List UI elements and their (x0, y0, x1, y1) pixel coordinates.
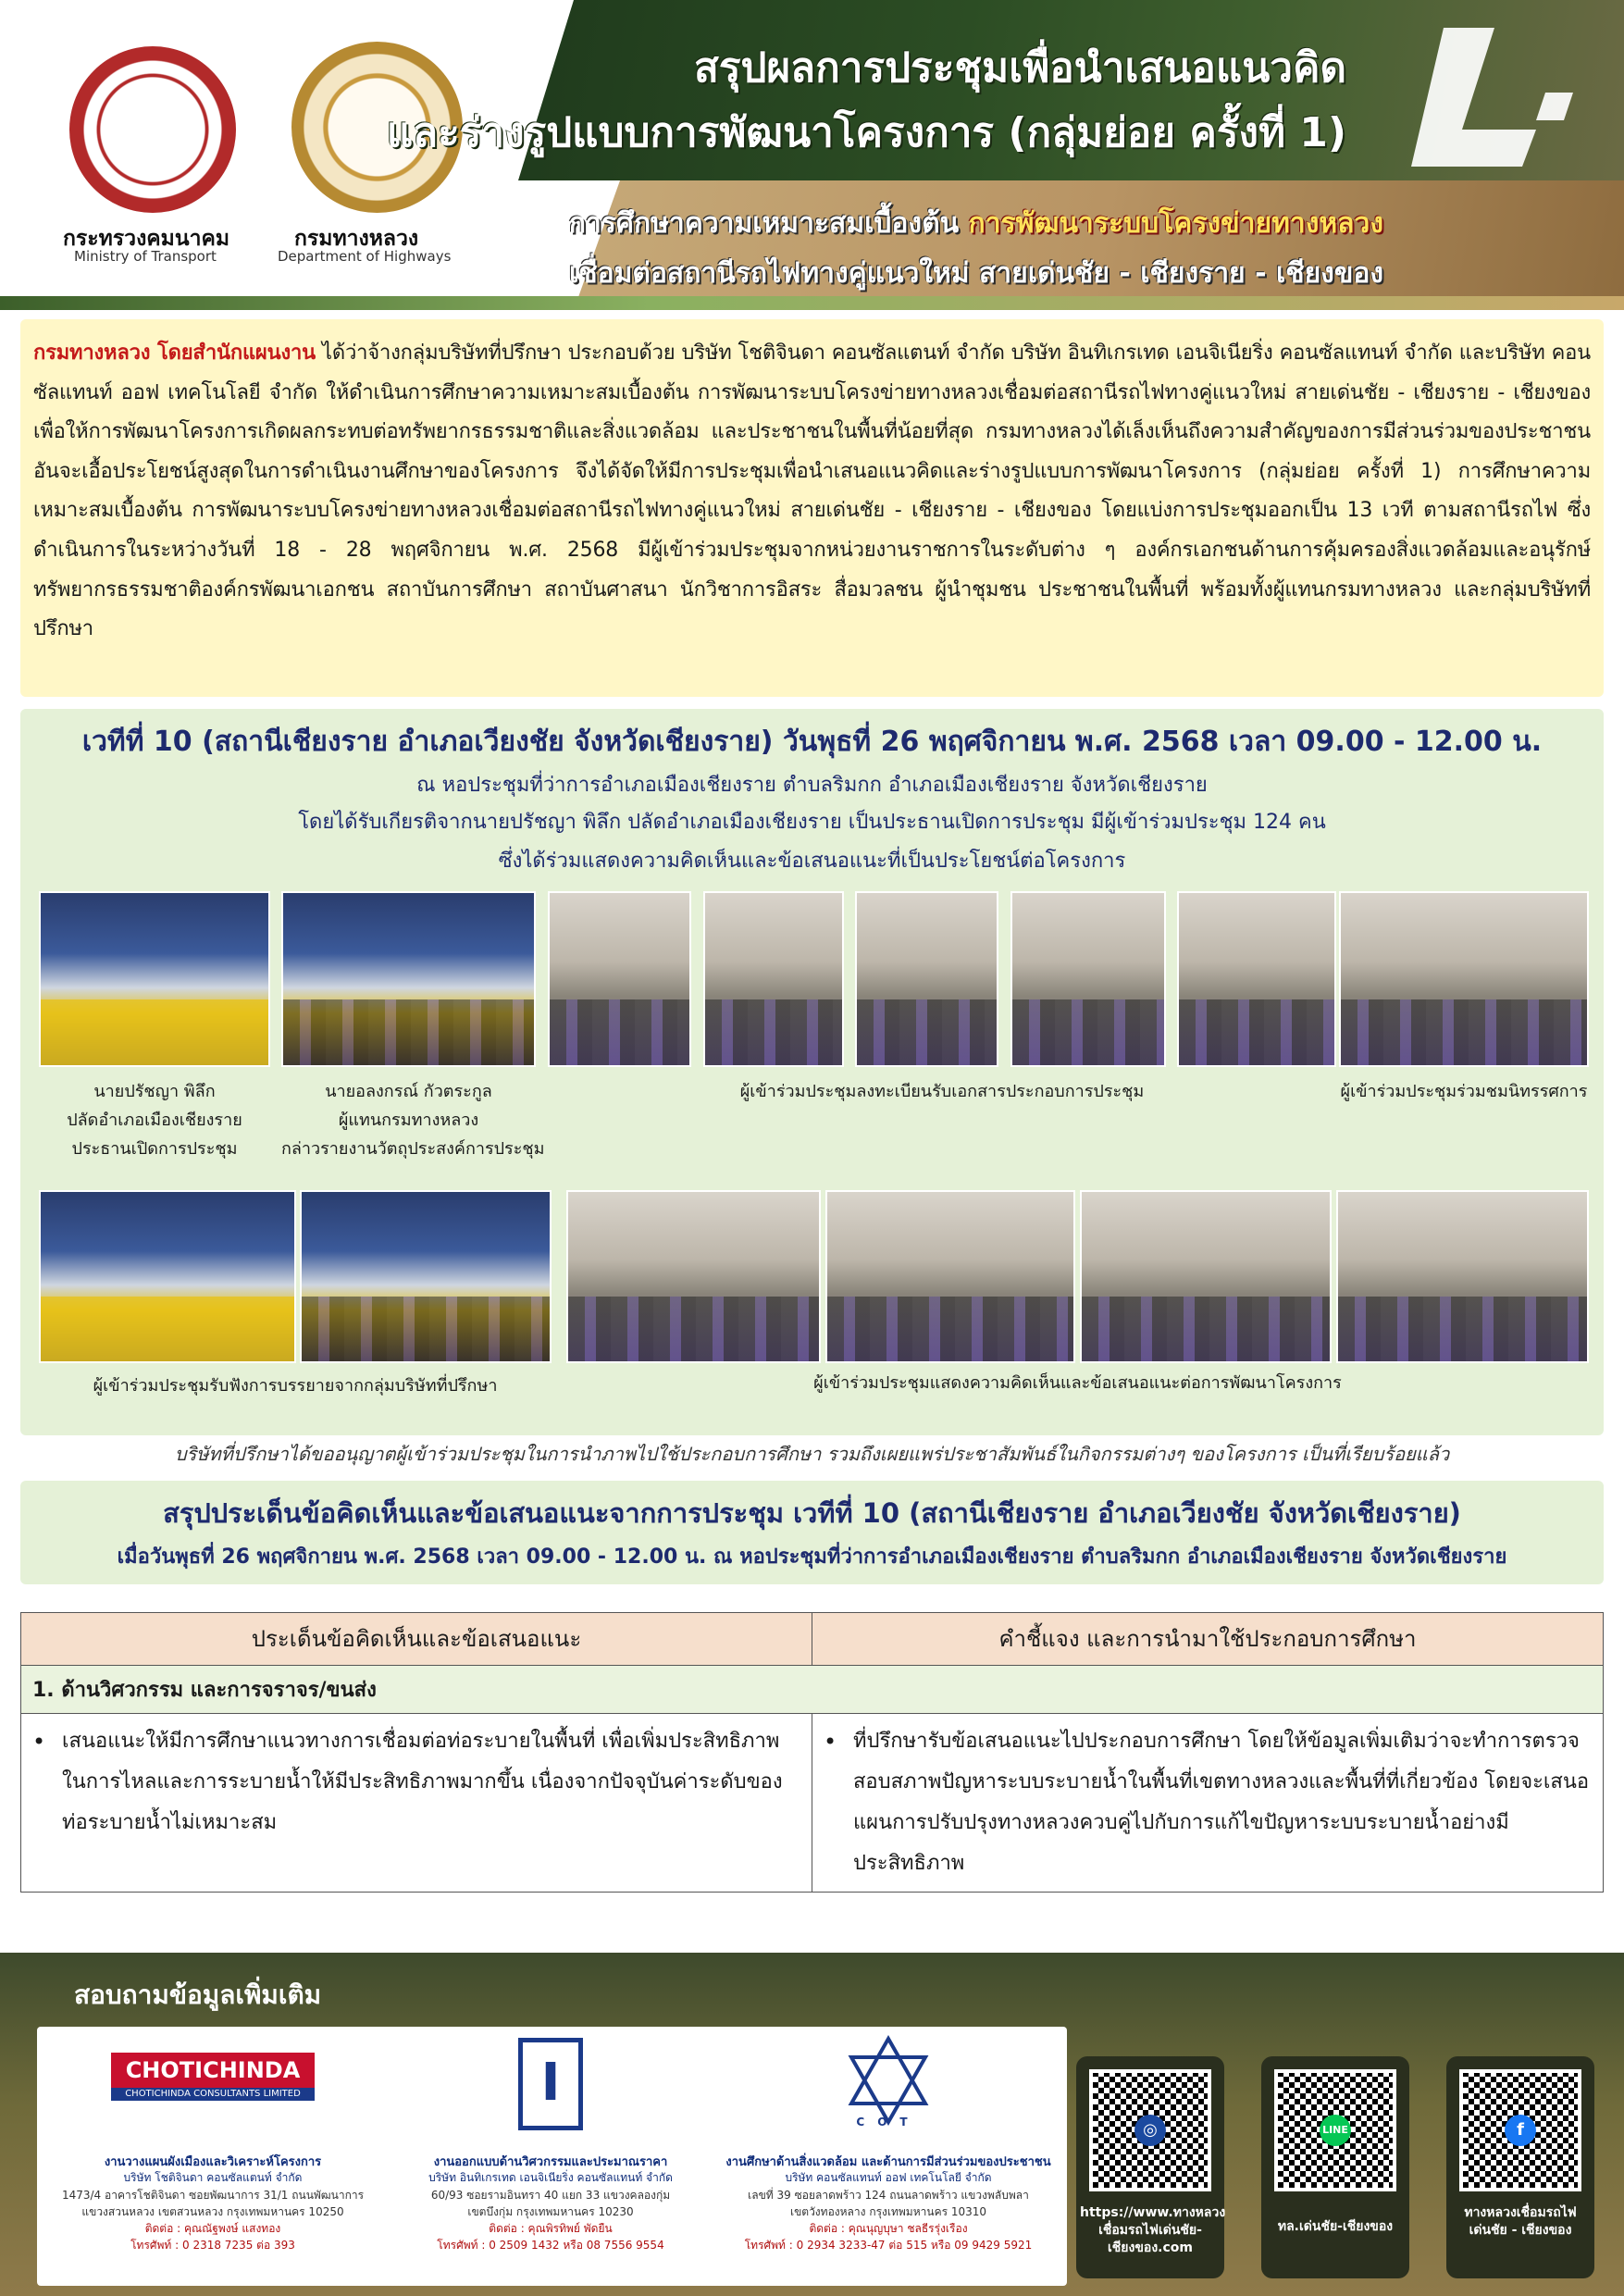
chotichinda-logo-sub: CHOTICHINDA CONSULTANTS LIMITED (111, 2088, 315, 2101)
table-section-engineering: 1. ด้านวิศวกรรม และการจราจร/ขนส่ง (21, 1666, 1604, 1714)
qr-caption-line: ทล.เด่นชัย-เชียงของ (1277, 2219, 1394, 2234)
intro-lead: กรมทางหลวง โดยสำนักแผนงาน (33, 341, 316, 365)
photo-register-2 (703, 891, 844, 1067)
caption-chair-position: ปลัดอำเภอเมืองเชียงราย (67, 1111, 242, 1130)
caption-doh-position: ผู้แทนกรมทางหลวง (338, 1111, 479, 1130)
integrated-logo: I (518, 2038, 583, 2130)
caption-chair-name: นายปรัชญา พิลึก (93, 1082, 216, 1101)
table-cell-comment (21, 1714, 812, 1893)
bullet-icon: • (824, 1729, 837, 1755)
company-cot (722, 2027, 1055, 2286)
photo-register-3 (855, 891, 998, 1067)
venue-section (20, 709, 1604, 1435)
table-header-comment: ประเด็นข้อคิดเห็นและข้อเสนอแนะ (21, 1613, 812, 1666)
summary-heading-box (20, 1481, 1604, 1584)
company-chotichinda (46, 2027, 379, 2286)
cot-logo-text: COT (856, 2116, 921, 2128)
intro-paragraph (33, 334, 1591, 650)
venue-chair: โดยได้รับเกียรติจากนายปรัชญา พิลึก ปลัดอำเภอเมืองเชียงราย เป็นประธานเปิดการประชุม มีผู้เข้าร่วมประชุม 124 คน (298, 811, 1326, 834)
company-name: บริษัท โชติจินดา คอนซัลแตนท์ จำกัด (123, 2171, 303, 2184)
qr-caption-facebook: ทางหลวงเชื่อมรถไฟ เด่นชัย - เชียงของ (1464, 2205, 1577, 2238)
company-role: งานวางแผนผังเมืองและวิเคราะห์โครงการ (104, 2155, 322, 2169)
comments-table (20, 1612, 1604, 1893)
project-subtitle-line1 (569, 202, 1383, 245)
company-phone: โทรศัพท์ : 0 2318 7235 ต่อ 393 (130, 2239, 295, 2252)
ministry-of-transport-logo (69, 46, 236, 213)
caption-listen: ผู้เข้าร่วมประชุมรับฟังการบรรยายจากกลุ่มบริษัทที่ปรึกษา (93, 1376, 498, 1396)
summary-subtitle: เมื่อวันพุธที่ 26 พฤศจิกายน พ.ศ. 2568 เวลา 09.00 - 12.00 น. ณ หอประชุมที่ว่าการอำเภอเมืองเชียงราย ตำบลริมกก อำเภอเมืองเชียงราย จังหวัดเชียงราย (117, 1545, 1507, 1569)
line-icon: LINE (1320, 2115, 1351, 2146)
caption-chair (39, 1077, 270, 1163)
photo-opinion-4 (1336, 1190, 1589, 1363)
company-integrated (384, 2027, 717, 2286)
doh-label-th: กรมทางหลวง (294, 227, 419, 251)
chotichinda-logo-text: CHOTICHINDA (125, 2057, 301, 2083)
header (0, 0, 1624, 310)
company-address-1: 1473/4 อาคารโชติจินดา ซอยพัฒนาการ 31/1 ถนนพัฒนาการ (61, 2189, 365, 2202)
caption-register: ผู้เข้าร่วมประชุมลงทะเบียนรับเอกสารประกอบการประชุม (739, 1082, 1145, 1101)
mot-label-th: กระทรวงคมนาคม (63, 227, 230, 251)
page-title-line2: และร่างรูปแบบการพัฒนาโครงการ (กลุ่มย่อย ครั้งที่ 1) (386, 109, 1346, 156)
qr-card-line[interactable] (1261, 2056, 1409, 2278)
company-address-1: 60/93 ซอยรามอินทรา 40 แยก 33 แขวงคลองกุ่ม (430, 2189, 671, 2202)
chotichinda-logo (111, 2053, 315, 2101)
photo-doh-report (281, 891, 536, 1067)
footer-title: สอบถามข้อมูลเพิ่มเติม (74, 1980, 322, 2010)
venue-location: ณ หอประชุมที่ว่าการอำเภอเมืองเชียงราย ตำบลริมกก อำเภอเมืองเชียงราย จังหวัดเชียงราย (416, 774, 1208, 797)
subtitle-prefix: การศึกษาความเหมาะสมเบื้องต้น (568, 207, 960, 240)
header-deco-icon (1407, 28, 1573, 167)
table-cell-response (812, 1714, 1604, 1893)
company-name: บริษัท อินทิเกรเทด เอนจิเนียริ่ง คอนซัลแทนท์ จำกัด (428, 2171, 673, 2184)
summary-title: สรุปประเด็นข้อคิดเห็นและข้อเสนอแนะจากการประชุม เวทีที่ 10 (สถานีเชียงราย อำเภอเวียงชัย จังหวัดเชียงราย) (163, 1497, 1461, 1529)
qr-caption-website: https://www.ทางหลวงเชื่อมรถไฟเด่นชัย-เชียงของ.com (1080, 2205, 1226, 2255)
company-address-2: เขตบึงกุ่ม กรุงเทพมหานคร 10230 (467, 2205, 634, 2218)
company-role: งานศึกษาด้านสิ่งแวดล้อม และด้านการมีส่วนร่วมของประชาชน (725, 2155, 1051, 2169)
company-name: บริษัท คอนซัลแทนท์ ออฟ เทคโนโลยี จำกัด (785, 2171, 992, 2184)
caption-opinion: ผู้เข้าร่วมประชุมแสดงความคิดเห็นและข้อเสนอแนะต่อการพัฒนาโครงการ (813, 1373, 1342, 1393)
photo-register-5 (1177, 891, 1336, 1067)
photo-register-1 (548, 891, 691, 1067)
caption-chair-role: ประธานเปิดการประชุม (71, 1139, 238, 1159)
intro-box (20, 319, 1604, 697)
venue-note: ซึ่งได้ร่วมแสดงความคิดเห็นและข้อเสนอแนะที่เป็นประโยชน์ต่อโครงการ (498, 850, 1126, 873)
photo-consent-note: บริษัทที่ปรึกษาได้ขออนุญาตผู้เข้าร่วมประชุมในการนำภาพไปใช้ประกอบการศึกษา รวมถึงเผยแพร่ประชาสัมพันธ์ในกิจกรรมต่างๆ ของโครงการ เป็นที่เรียบร้อยแล้ว (174, 1443, 1450, 1465)
company-address-2: แขวงสวนหลวง เขตสวนหลวง กรุงเทพมหานคร 10250 (81, 2205, 344, 2218)
photo-presentation-1 (39, 1190, 296, 1363)
photo-exhibition (1339, 891, 1589, 1067)
company-contact: ติดต่อ : คุณนุญบุษา ชลธีรรุ่งเรือง (809, 2222, 968, 2235)
doh-label-en: Department of Highways (278, 248, 452, 265)
qr-card-facebook[interactable] (1446, 2056, 1594, 2278)
table-row (21, 1714, 1604, 1893)
caption-doh-role: กล่าวรายงานวัตถุประสงค์การประชุม (281, 1139, 545, 1159)
photo-opinion-3 (1080, 1190, 1332, 1363)
mot-label-en: Ministry of Transport (74, 248, 217, 265)
comment-text: เสนอแนะให้มีการศึกษาแนวทางการเชื่อมต่อท่อระบายในพื้นที่ เพื่อเพิ่มประสิทธิภาพในการไหลและการระบายน้ำให้มีประสิทธิภาพมากขึ้น เนื่องจากปัจจุบันค่าระดับของท่อระบายน้ำไม่เหมาะสม (62, 1730, 783, 1834)
company-phone: โทรศัพท์ : 0 2509 1432 หรือ 08 7556 9554 (437, 2239, 664, 2252)
table-header-response: คำชี้แจง และการนำมาใช้ประกอบการศึกษา (812, 1613, 1604, 1666)
photo-chair-opening (39, 891, 270, 1067)
photo-register-4 (1010, 891, 1166, 1067)
company-contact: ติดต่อ : คุณพิรทิพย์ พัดยืน (489, 2222, 613, 2235)
caption-doh-name: นายอลงกรณ์ กัวตระกูล (325, 1082, 492, 1101)
company-phone: โทรศัพท์ : 0 2934 3233-47 ต่อ 515 หรือ 09 9429 5921 (744, 2239, 1033, 2252)
photo-opinion-2 (825, 1190, 1075, 1363)
company-address-2: เขตวังทองหลาง กรุงเทพมหานคร 10310 (789, 2205, 987, 2218)
company-contact: ติดต่อ : คุณณัฐพงษ์ แสงทอง (144, 2222, 281, 2235)
caption-doh (281, 1077, 545, 1163)
caption-exhibition: ผู้เข้าร่วมประชุมร่วมชมนิทรรศการ (1340, 1082, 1588, 1101)
company-address-1: เลขที่ 39 ซอยลาดพร้าว 124 ถนนลาดพร้าว แขวงพลับพลา (748, 2189, 1029, 2202)
project-subtitle-line2: เชื่อมต่อสถานีรถไฟทางคู่แนวใหม่ สายเด่นชัย - เชียงราย - เชียงของ (568, 257, 1383, 290)
facebook-icon: f (1505, 2115, 1536, 2146)
page-title-line1: สรุปผลการประชุมเพื่อนำเสนอแนวคิด (693, 44, 1346, 92)
photo-opinion-1 (566, 1190, 821, 1363)
footer-contacts-panel (37, 2027, 1067, 2286)
venue-title: เวทีที่ 10 (สถานีเชียงราย อำเภอเวียงชัย จังหวัดเชียงราย) วันพุธที่ 26 พฤศจิกายน พ.ศ. 2568 เวลา 09.00 - 12.00 น. (81, 726, 1543, 758)
header-stripe (0, 296, 1624, 310)
subtitle-highlight: การพัฒนาระบบโครงข่ายทางหลวง (968, 207, 1383, 240)
photo-presentation-2 (300, 1190, 552, 1363)
qr-card-website[interactable] (1076, 2056, 1224, 2278)
bullet-icon: • (32, 1729, 46, 1755)
company-role: งานออกแบบด้านวิศวกรรมและประมาณราคา (433, 2155, 668, 2169)
response-text: ที่ปรึกษารับข้อเสนอแนะไปประกอบการศึกษา โดยให้ข้อมูลเพิ่มเติมว่าจะทำการตรวจสอบสภาพปัญหาระบบระบายน้ำในพื้นที่เขตทางหลวงและพื้นที่ที่เกี่ยวข้อง โดยจะเสนอแผนการปรับปรุงทางหลวงควบคู่ไปกับการแก้ไขปัญหาระบบระบายน้ำอย่างมีประสิทธิภาพ (853, 1730, 1590, 1875)
globe-icon: ◎ (1134, 2115, 1166, 2146)
intro-body: ได้ว่าจ้างกลุ่มบริษัทที่ปรึกษา ประกอบด้วย บริษัท โชติจินดา คอนซัลแตนท์ จำกัด บริษัท อินทิเกรเทด เอนจิเนียริ่ง คอนซัลแทนท์ จำกัด และบริษัท คอนซัลแทนท์ ออฟ เทคโนโลยี จำกัด ให้ดำเนินการศึกษาความเหมาะสมเบื้องต้น การพัฒนาระบบโครงข่ายทางหลวงเชื่อมต่อสถานีรถไฟทางคู่แนวใหม่ สายเด่นชัย - เชียงราย - เชียงของ เพื่อให้การพัฒนาโครงการเกิดผลกระทบต่อทรัพยากรธรรมชาติและสิ่งแวดล้อม และประชาชนในพื้นที่น้อยที่สุด กรมทางหลวงได้เล็งเห็นถึงความสำคัญของการมีส่วนร่วมของประชาชน อันจะเอื้อประโยชน์สูงสุดในการดำเนินงานศึกษาของโครงการ จึงได้จัดให้มีการประชุมเพื่อนำเสนอแนวคิดและร่างรูปแบบการพัฒนาโครงการ (กลุ่มย่อย ครั้งที่ 1) การศึกษาความเหมาะสมเบื้องต้น การพัฒนาระบบโครงข่ายทางหลวงเชื่อมต่อสถานีรถไฟทางคู่แนวใหม่ สายเด่นชัย - เชียงราย - เชียงของ โดยแบ่งการประชุมออกเป็น 13 เวที ตามสถานีรถไฟ ซึ่งดำเนินการในระหว่างวันที่ 18 - 28 พฤศจิกายน พ.ศ. 2568 มีผู้เข้าร่วมประชุมจากหน่วยงานราชการในระดับต่าง ๆ องค์กรเอกชนด้านการคุ้มครองสิ่งแวดล้อมและอนุรักษ์ทรัพยากรธรรมชาติองค์กรพัฒนาเอกชน สถาบันการศึกษา สถาบันศาสนา นักวิชาการอิสระ สื่อมวลชน ผู้นำชุมชน ประชาชนในพื้นที่ พร้อมทั้งผู้แทนกรมทางหลวง และกลุ่มบริษัทที่ปรึกษา (33, 341, 1591, 641)
